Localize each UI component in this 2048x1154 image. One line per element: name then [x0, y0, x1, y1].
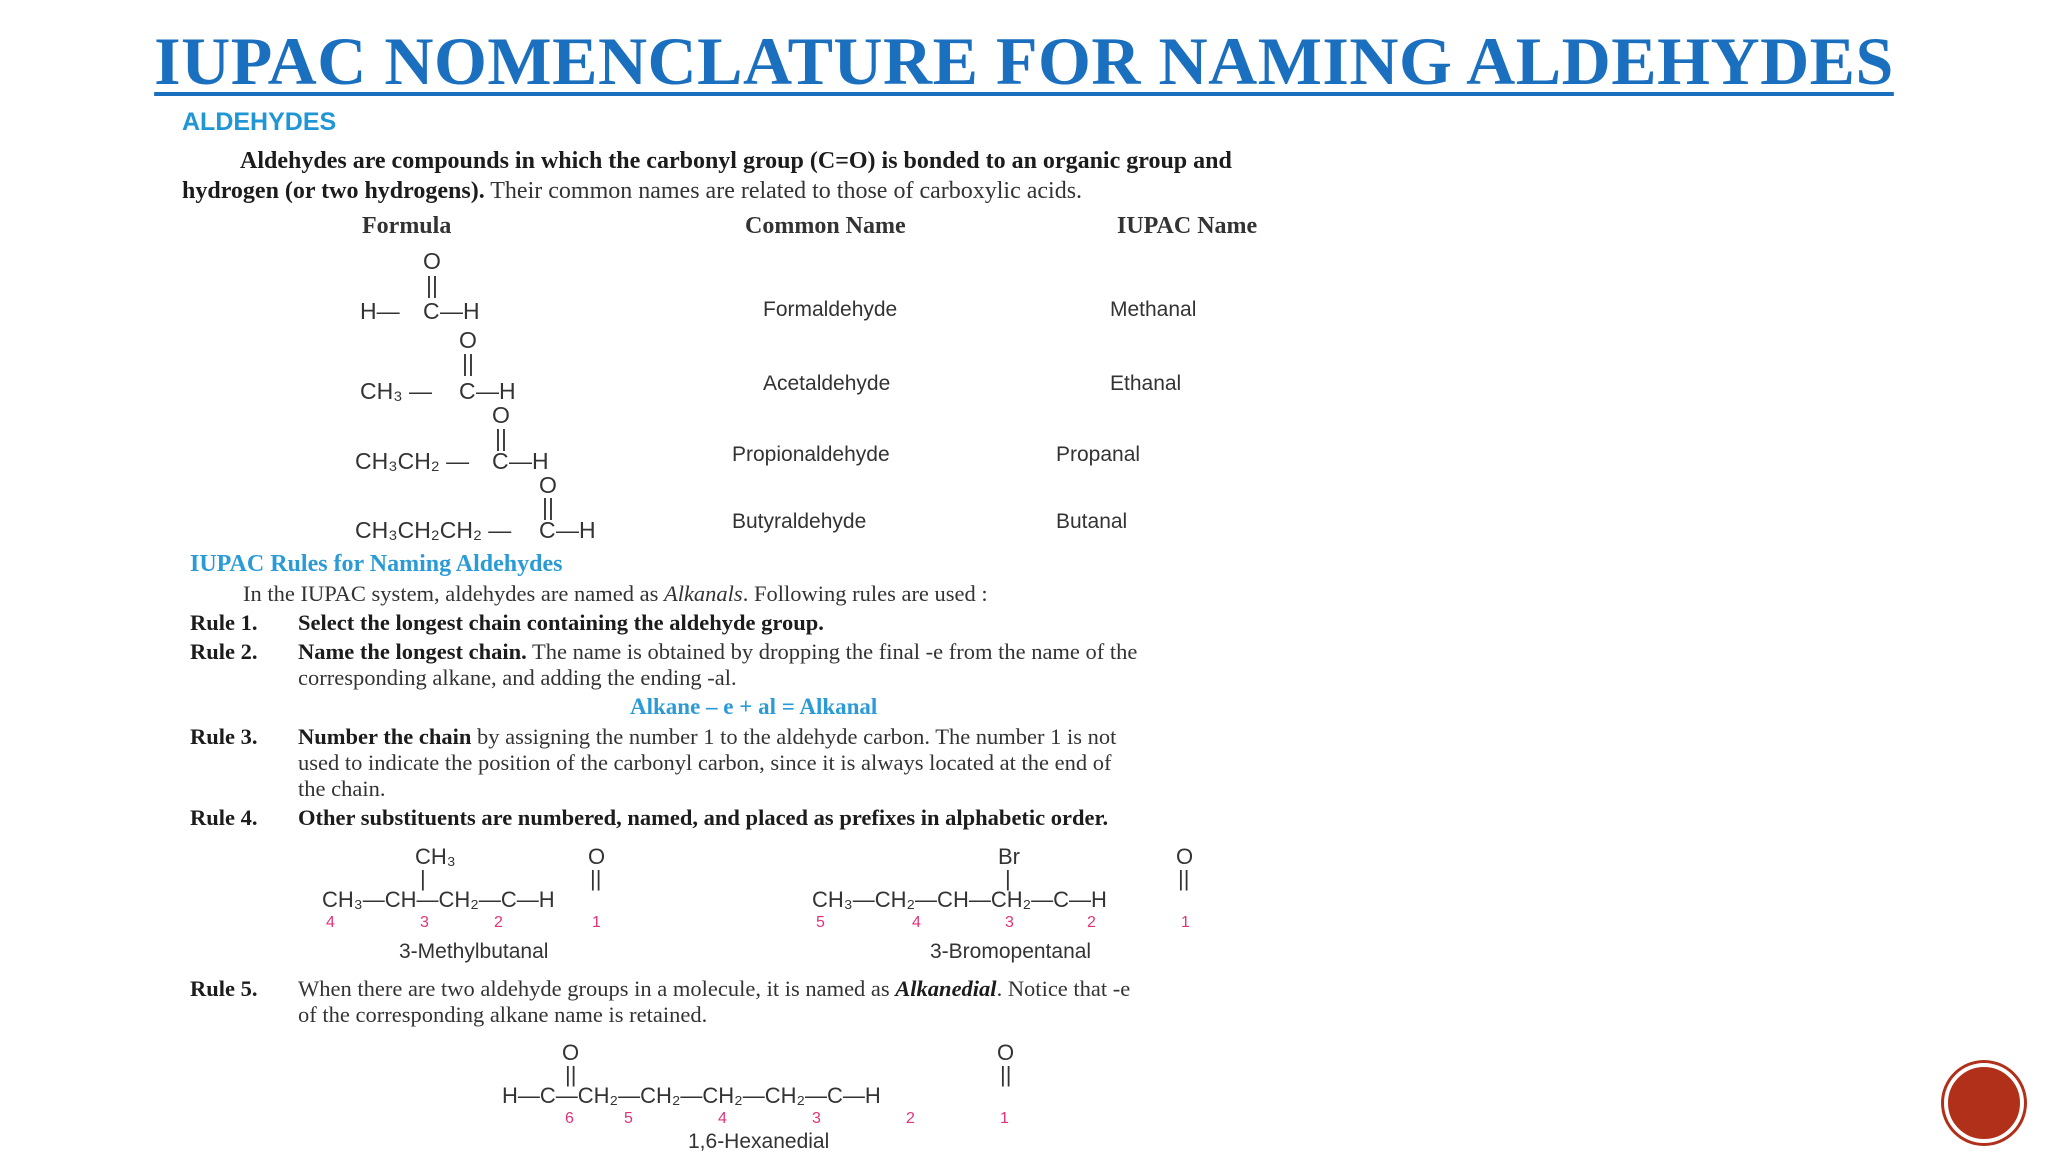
intro-line-2-rest: Their common names are related to those of carboxylic acids.	[484, 178, 1083, 204]
f2-oxygen: O	[459, 327, 477, 353]
iupac-name-4: Butanal	[1056, 510, 1128, 533]
common-name-3: Propionaldehyde	[732, 443, 890, 466]
f2-right: —H	[476, 378, 516, 404]
rule-1	[190, 610, 824, 636]
ex2-locant-4: 4	[912, 914, 921, 931]
f1-left: H—	[360, 298, 400, 324]
rule-2-bold: Name the longest chain.	[298, 639, 527, 664]
ex1-double-bond: ||	[590, 866, 602, 891]
f1-oxygen: O	[423, 248, 441, 274]
rule-3-label: Rule 3.	[190, 724, 258, 749]
rule-5	[190, 976, 1130, 1002]
rule-4-text: Other substituents are numbered, named, and placed as prefixes in alphabetic order.	[298, 805, 1109, 830]
rule-2-line-2: corresponding alkane, and adding the ending -al.	[298, 665, 737, 690]
iupac-name-1: Methanal	[1110, 298, 1197, 321]
ex2-locant-2: 2	[1087, 914, 1096, 931]
rule-4-label: Rule 4.	[190, 805, 258, 830]
f4-double-bond: ||	[542, 494, 554, 520]
header-formula: Formula	[362, 213, 452, 239]
header-common-name: Common Name	[745, 213, 906, 239]
f4-carbon: C	[539, 517, 556, 543]
rule-1-text: Select the longest chain containing the aldehyde group.	[298, 610, 824, 635]
ex1-oxygen: O	[588, 844, 606, 869]
rule-2-text: The name is obtained by dropping the final -e from the name of the	[526, 639, 1138, 664]
rule-5-line-2: of the corresponding alkane name is retained.	[298, 1002, 708, 1027]
ex2-substituent: Br	[998, 844, 1020, 869]
ex1-locant-4: 4	[326, 914, 335, 931]
rule-5-label: Rule 5.	[190, 976, 258, 1001]
ex3-oxygen-left: O	[562, 1040, 580, 1065]
ex2-locant-3: 3	[1005, 914, 1014, 931]
f3-left: CH₃CH₂ —	[355, 448, 470, 474]
ex1-chain: CH₃—CH—CH₂—C—H	[322, 887, 555, 912]
rule-5-em: Alkanedial	[895, 976, 997, 1001]
ex3-locant-6: 6	[565, 1110, 574, 1127]
ex3-double-bond-left: ||	[565, 1062, 577, 1087]
common-name-1: Formaldehyde	[763, 298, 898, 321]
f4-left: CH₃CH₂CH₂ —	[355, 517, 512, 543]
ex2-double-bond: ||	[1178, 866, 1190, 891]
ex2-oxygen: O	[1176, 844, 1194, 869]
ex1-locant-2: 2	[494, 914, 503, 931]
ex3-double-bond-right: ||	[1000, 1062, 1012, 1087]
f1-right: —H	[440, 298, 480, 324]
rule-5-post: . Notice that -e	[996, 976, 1131, 1001]
intro-line-1	[240, 148, 1232, 175]
rule-3-line-2: used to indicate the position of the carbonyl carbon, since it is always located at the end of	[298, 750, 1112, 775]
rules-heading: IUPAC Rules for Naming Aldehydes	[190, 551, 563, 577]
ex2-sub-bond: |	[1005, 866, 1011, 891]
ex3-oxygen-right: O	[997, 1040, 1015, 1065]
f3-oxygen: O	[492, 402, 510, 428]
rules-intro-post: . Following rules are used :	[742, 581, 988, 606]
ex1-substituent: CH₃	[415, 844, 456, 869]
f1-double-bond: ||	[426, 272, 438, 298]
ex3-name: 1,6-Hexanedial	[688, 1130, 830, 1153]
rule-3	[190, 724, 1116, 750]
f1-carbon: C	[423, 298, 440, 324]
common-name-4: Butyraldehyde	[732, 510, 867, 533]
f4-oxygen: O	[539, 472, 557, 498]
ex2-locant-1: 1	[1181, 914, 1190, 931]
rule-3-line-3: the chain.	[298, 776, 386, 801]
header-iupac-name: IUPAC Name	[1117, 213, 1258, 239]
f2-double-bond: ||	[462, 350, 474, 376]
ex1-locant-3: 3	[420, 914, 429, 931]
intro-line-2	[182, 178, 1082, 205]
ex1-locant-1: 1	[592, 914, 601, 931]
intro-line-2-bold: hydrogen (or two hydrogens).	[182, 178, 485, 204]
ex1-sub-bond: |	[420, 866, 426, 891]
rule-1-label: Rule 1.	[190, 610, 258, 635]
ex2-name: 3-Bromopentanal	[930, 940, 1092, 963]
f3-carbon: C	[492, 448, 509, 474]
rules-intro-em: Alkanals	[663, 581, 743, 606]
intro-line-1-text: Aldehydes are compounds in which the carbonyl group (C=O) is bonded to an organic group and	[240, 148, 1232, 174]
section-heading: ALDEHYDES	[182, 108, 337, 136]
f4-right: —H	[556, 517, 596, 543]
ex2-locant-5: 5	[816, 914, 825, 931]
ex3-locant-4: 4	[718, 1110, 727, 1127]
alkanal-formula: Alkane – e + al = Alkanal	[630, 694, 878, 719]
rule-3-text: by assigning the number 1 to the aldehyde carbon. The number 1 is not	[471, 724, 1117, 749]
f2-left: CH₃ —	[360, 378, 432, 404]
rules-intro	[243, 581, 988, 607]
f2-carbon: C	[459, 378, 476, 404]
ex2-chain: CH₃—CH₂—CH—CH₂—C—H	[812, 887, 1107, 912]
common-name-2: Acetaldehyde	[763, 372, 891, 395]
ex3-locant-1: 1	[1000, 1110, 1009, 1127]
ex3-locant-5: 5	[624, 1110, 633, 1127]
iupac-name-3: Propanal	[1056, 443, 1141, 466]
rule-5-pre: When there are two aldehyde groups in a molecule, it is named as	[298, 976, 896, 1001]
ex3-chain: H—C—CH₂—CH₂—CH₂—CH₂—C—H	[502, 1083, 881, 1108]
page-title: IUPAC NOMENCLATURE FOR NAMING ALDEHYDES	[154, 23, 1894, 99]
f3-double-bond: ||	[495, 425, 507, 451]
slide-logo-icon	[1944, 1063, 2024, 1143]
rules-intro-pre: In the IUPAC system, aldehydes are named as	[243, 581, 664, 606]
rule-4	[190, 805, 1108, 831]
iupac-name-2: Ethanal	[1110, 372, 1182, 395]
rule-2	[190, 639, 1137, 665]
f3-right: —H	[509, 448, 549, 474]
ex3-locant-2: 2	[906, 1110, 915, 1127]
ex3-locant-3: 3	[812, 1110, 821, 1127]
rule-3-bold: Number the chain	[298, 724, 472, 749]
rule-2-label: Rule 2.	[190, 639, 258, 664]
ex1-name: 3-Methylbutanal	[399, 940, 549, 963]
